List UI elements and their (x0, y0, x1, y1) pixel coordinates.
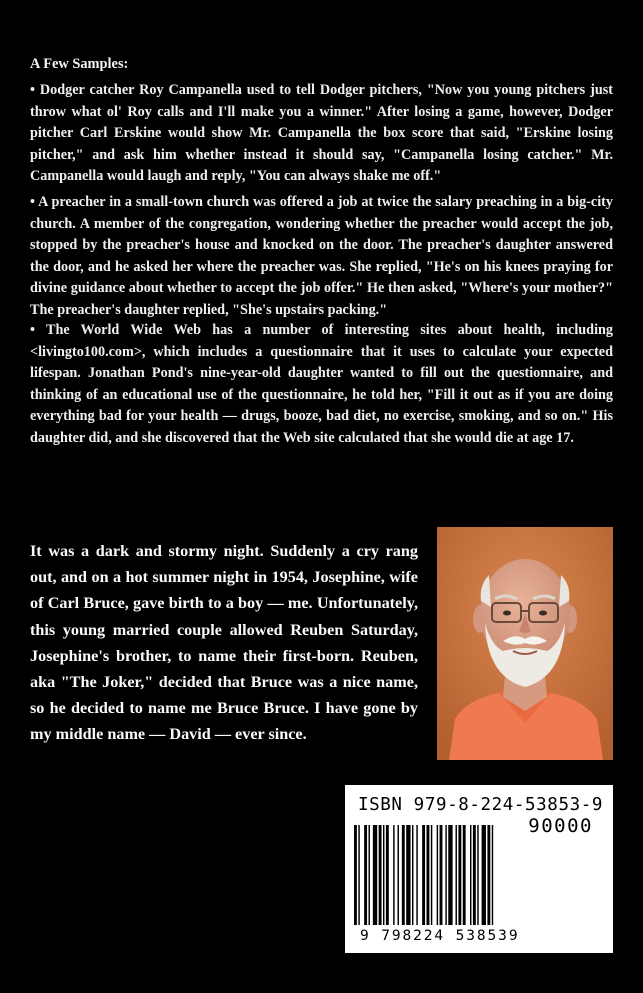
barcode-bar (458, 825, 461, 925)
barcode-bar (477, 825, 478, 925)
barcode-bar (437, 825, 438, 925)
barcode-bars (354, 825, 604, 925)
barcode-bar (470, 825, 471, 925)
barcode-bar (412, 825, 413, 925)
barcode-bar (440, 825, 443, 925)
samples-heading: A Few Samples: (30, 56, 129, 72)
barcode-bar (383, 825, 384, 925)
barcode-bar (402, 825, 405, 925)
sample-paragraph-1: • Dodger catcher Roy Campanella used to tell Dodger pitchers, "Now you young pitchers just throw what ol' Roy calls and I'll make you a winner." After losing a game, however, Dodger pitcher Carl Erskine would show Mr. Campanella the box score that said, "Erskine losing pitcher," and ask him whether instead it should say, "Campanella losing catcher." Mr. Campanella would laugh and reply, "You can always shake me off." (30, 82, 613, 185)
barcode-bar (473, 825, 476, 925)
author-photo-illustration (437, 527, 613, 760)
barcode-bar (456, 825, 457, 925)
barcode-bar (427, 825, 430, 925)
author-bio: It was a dark and stormy night. Suddenly a cry rang out, and on a hot summer night in 1954, Josephine, wife of Carl Bruce, gave birth to a boy — me. Unfortunately, this young married couple allowed Reuben Saturday, Josephine's brother, to name their first-born. Reuben, aka "The Joker," decided that Bruce was a nice name, so he decided to name me Bruce Bruce. I have gone by my middle name — David — ever since. (30, 542, 418, 744)
barcode-bar (354, 825, 357, 925)
barcode-bar (379, 825, 382, 925)
barcode-bar (406, 825, 410, 925)
barcode-bar (422, 825, 425, 925)
author-photo (437, 527, 613, 760)
barcode-bar (398, 825, 399, 925)
barcode-bar (445, 825, 446, 925)
barcode-bar (487, 825, 490, 925)
isbn-label: ISBN 979-8-224-53853-9 (358, 795, 603, 815)
barcode-bar (492, 825, 493, 925)
barcode-bar (369, 825, 370, 925)
barcode-bar (482, 825, 486, 925)
barcode-bar (416, 825, 417, 925)
barcode-bar (431, 825, 432, 925)
sample-paragraph-2: • A preacher in a small-town church was offered a job at twice the salary preaching in a big-city church. A member of the congregation, wondering whether the preacher would accept the job, stopped by the preacher's house and knocked on the door. The preacher's daughter answered the door, and he asked her where the preacher was. She replied, "He's on his knees praying for divine guidance about whether to accept the job offer." He then asked, "Where's your mother?" The preacher's daughter replied, "She's upstairs packing." (30, 194, 613, 318)
barcode-bar (364, 825, 367, 925)
isbn-barcode (345, 785, 613, 953)
barcode-bar (373, 825, 377, 925)
barcode-bar (358, 825, 359, 925)
barcode-bar (386, 825, 389, 925)
barcode-bar (393, 825, 394, 925)
sample-paragraph-3: • The World Wide Web has a number of interesting sites about health, including <livingto100.com>, which includes a questionnaire that it uses to calculate your expected lifespan. Jonathan Pond's nine-year-old daughter wanted to fill out the questionnaire, and thinking of an educational use of the questionnaire, he told her, "Fill it out as if you are doing everything bad for your health — drugs, booze, bad diet, no exercise, smoking, and so on." His daughter did, and she discovered that the Web site calculated that she would die at age 17. (30, 322, 613, 446)
price-code: 90000 (528, 815, 593, 837)
barcode-digits: 9 798224 538539 (360, 928, 520, 944)
barcode-bar (448, 825, 452, 925)
barcode-bar (463, 825, 466, 925)
